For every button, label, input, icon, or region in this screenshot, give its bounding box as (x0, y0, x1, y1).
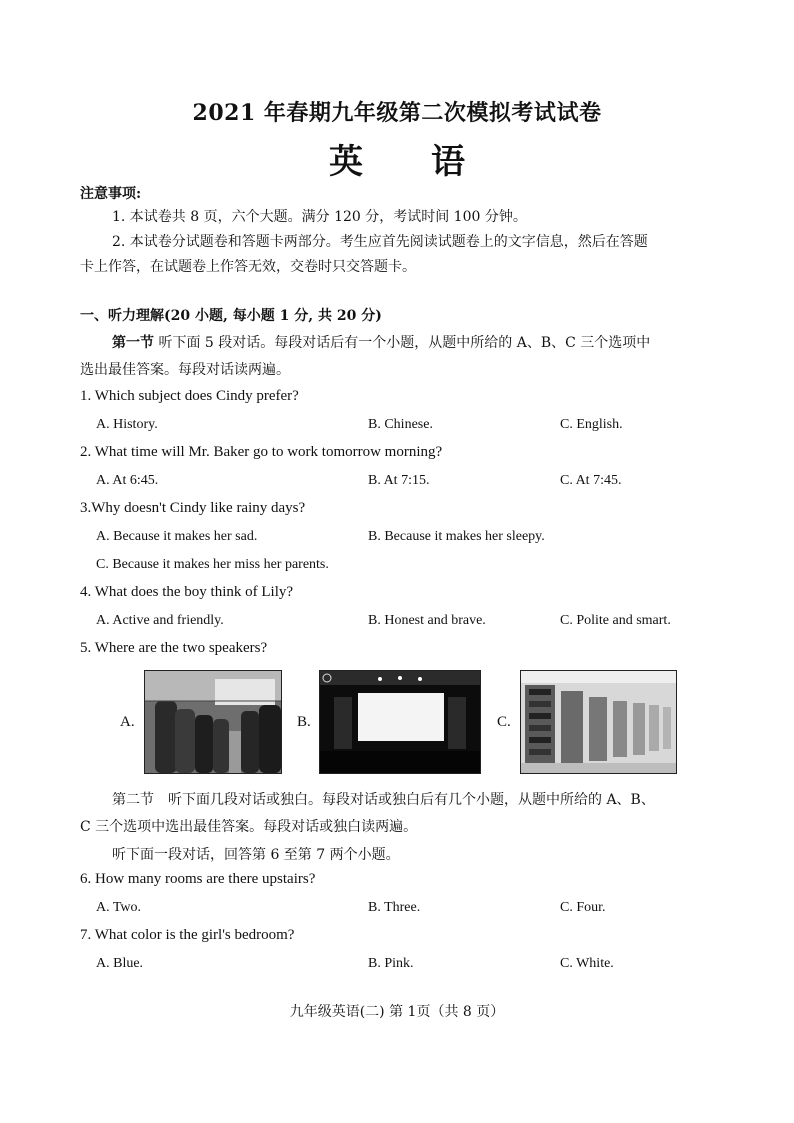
cinema-screen-image (320, 671, 480, 773)
subject-char-2: 语 (431, 142, 465, 182)
question-2: 2. What time will Mr. Baker go to work tomorrow morning? (80, 444, 443, 460)
section2-intro-1: 第二节 听下面几段对话或独白。每段对话或独白后有几个小题，从题中所给的 A、B、 (112, 792, 655, 808)
section2-instruction: 听下面一段对话，回答第 6 至第 7 两个小题。 (112, 847, 400, 863)
q5-option-b-label: B. (297, 714, 311, 730)
notes-heading: 注意事项: (80, 186, 142, 202)
q1-option-c: C. English. (560, 417, 623, 432)
q5-picture-a-bus-interior (144, 670, 282, 774)
q6-option-a: A. Two. (96, 900, 142, 915)
q5-option-c-label: C. (497, 714, 511, 730)
subject-title (0, 134, 794, 183)
question-5: 5. Where are the two speakers? (80, 640, 268, 656)
subject-char-1: 英 (329, 142, 363, 182)
q2-option-b: B. At 7:15. (368, 473, 430, 488)
page-footer: 九年级英语(二) 第 1页（共 8 页） (289, 1004, 505, 1020)
q2-option-a: A. At 6:45. (96, 473, 159, 488)
section1-text-2: 选出最佳答案。每段对话读两遍。 (80, 362, 290, 378)
q3-option-c: C. Because it makes her miss her parents. (96, 557, 329, 572)
part1-heading: 一、听力理解(20 小题, 每小题 1 分, 共 20 分) (80, 308, 382, 324)
q7-option-c: C. White. (560, 956, 614, 971)
q4-option-a: A. Active and friendly. (96, 613, 224, 628)
q5-picture-c-library (520, 670, 677, 774)
notes-item-2-line-1: 2. 本试卷分试题卷和答题卡两部分。考生应首先阅读试题卷上的文字信息，然后在答题 (112, 234, 648, 250)
q4-option-c: C. Polite and smart. (560, 613, 671, 628)
q7-option-b: B. Pink. (368, 956, 414, 971)
library-shelves-image (521, 671, 676, 773)
q1-option-a: A. History. (96, 417, 158, 432)
q4-option-b: B. Honest and brave. (368, 613, 486, 628)
section1-intro (112, 332, 650, 352)
section2-intro-2: C 三个选项中选出最佳答案。每段对话或独白读两遍。 (80, 819, 418, 835)
question-3: 3.Why doesn't Cindy like rainy days? (80, 500, 306, 516)
q5-option-a-label: A. (120, 714, 135, 730)
question-4: 4. What does the boy think of Lily? (80, 584, 294, 600)
q3-option-a: A. Because it makes her sad. (96, 529, 258, 544)
q3-option-b: B. Because it makes her sleepy. (368, 529, 545, 544)
section1-label: 第一节 (112, 335, 154, 351)
q2-option-c: C. At 7:45. (560, 473, 622, 488)
bus-interior-image (145, 671, 281, 773)
q7-option-a: A. Blue. (96, 956, 144, 971)
section1-text-1: 听下面 5 段对话。每段对话后有一个小题，从题中所给的 A、B、C 三个选项中 (158, 335, 651, 351)
q1-option-b: B. Chinese. (368, 417, 433, 432)
q6-option-b: B. Three. (368, 900, 421, 915)
q5-picture-b-cinema (319, 670, 481, 774)
question-1: 1. Which subject does Cindy prefer? (80, 388, 299, 404)
q6-option-c: C. Four. (560, 900, 606, 915)
notes-item-2-line-2: 卡上作答，在试题卷上作答无效，交卷时只交答题卡。 (80, 259, 416, 275)
exam-title: 2021 年春期九年级第二次模拟考试试卷 (192, 100, 602, 126)
question-7: 7. What color is the girl's bedroom? (80, 927, 295, 943)
notes-item-1: 1. 本试卷共 8 页，六个大题。满分 120 分，考试时间 100 分钟。 (112, 209, 527, 225)
question-6: 6. How many rooms are there upstairs? (80, 871, 316, 887)
